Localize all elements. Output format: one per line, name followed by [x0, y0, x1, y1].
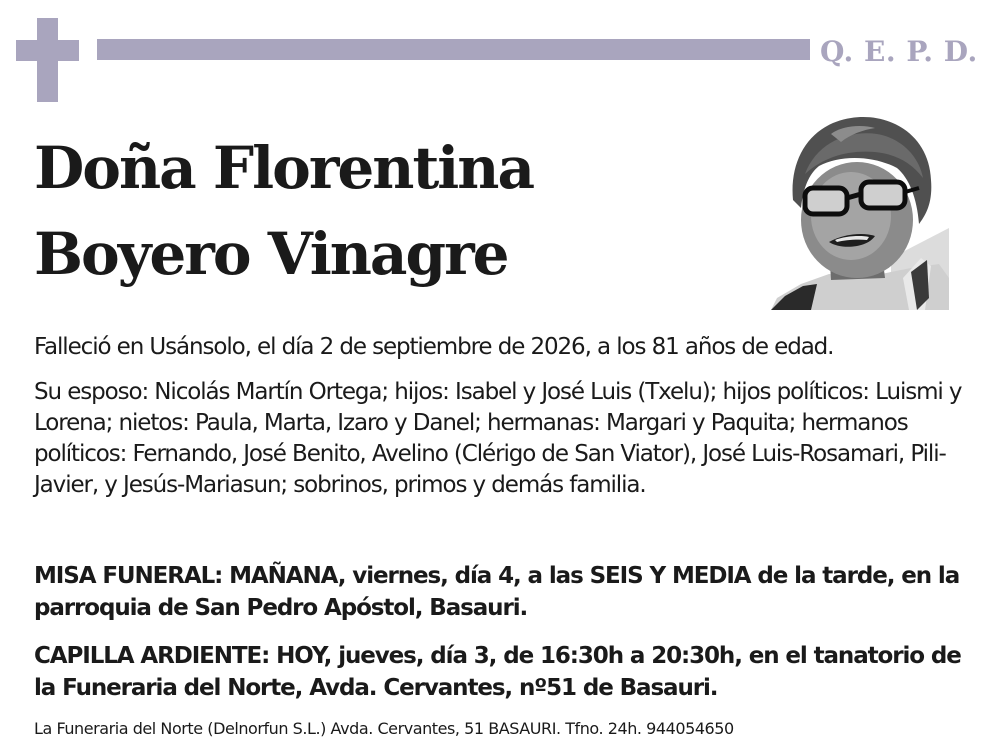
header-rule	[97, 39, 810, 60]
funeral-mass-info: MISA FUNERAL: MAÑANA, viernes, día 4, a las SEIS Y MEDIA de la tarde, en la parroquia de San Pedro Apóstol, Basauri.	[34, 563, 960, 621]
cross-icon-horizontal	[16, 40, 79, 61]
family-list: Su esposo: Nicolás Martín Ortega; hijos: Isabel y José Luis (Txelu); hijos políticos: Luismi y Lorena; nietos: Paula, Marta, Izaro y Danel; hermanas: Margari y Paquita; hermanos políticos: Fernando, José Benito, Avelino (Clérigo de San Viator), José Luis-Rosamari, Pili-Javier, y Jesús-Mariasun; sobrinos, primos y demás familia.	[34, 379, 962, 498]
qepd-label: Q. E. P. D.	[820, 35, 978, 68]
deceased-name-line2: Boyero Vinagre	[34, 220, 508, 288]
portrait-photo	[771, 108, 949, 310]
chapel-info: CAPILLA ARDIENTE: HOY, jueves, día 3, de 16:30h a 20:30h, en el tanatorio de la Funeraria del Norte, Avda. Cervantes, nº51 de Basauri.	[34, 643, 961, 701]
deceased-name-line1: Doña Florentina	[34, 134, 534, 202]
funeral-home-footer: La Funeraria del Norte (Delnorfun S.L.) Avda. Cervantes, 51 BASAURI. Tfno. 24h. 944054650	[34, 719, 734, 738]
death-statement: Falleció en Usánsolo, el día 2 de septiembre de 2026, a los 81 años de edad.	[34, 334, 834, 360]
